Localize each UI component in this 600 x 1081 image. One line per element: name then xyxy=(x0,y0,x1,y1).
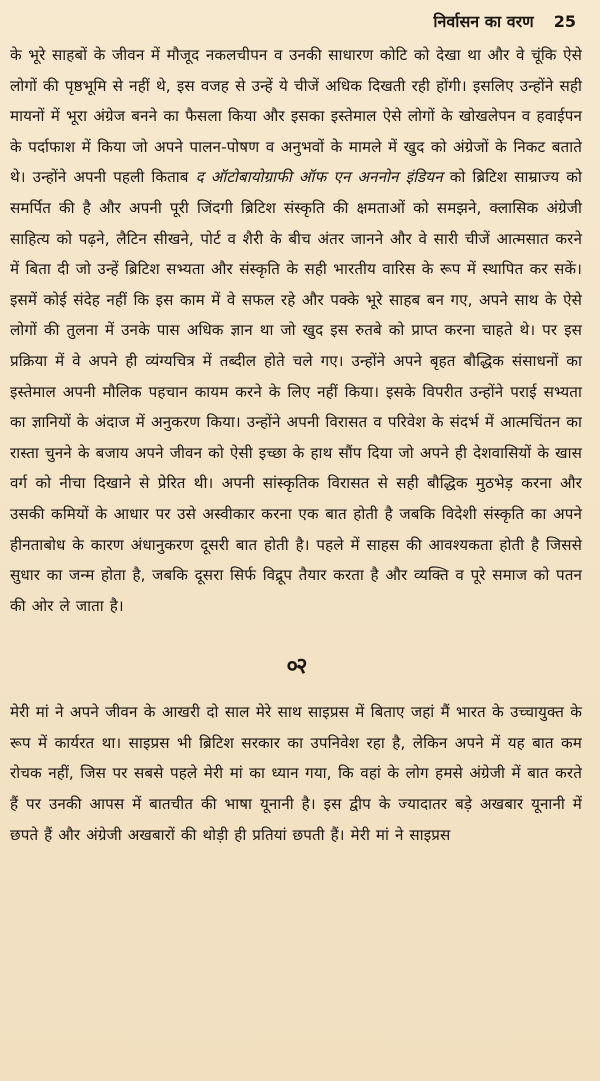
page-number: 25 xyxy=(553,12,576,31)
book-title: द ऑटोबायोग्राफी ऑफ एन अननोन इंडियन xyxy=(195,168,443,187)
paragraph-text: के भूरे साहबों के जीवन में मौजूद नकलचीपन व उनकी साधारण कोटि को देखा था और वे चूंकि ऐसे लोगों की पृष्ठभूमि से नहीं थे, इस वजह से उन्हें ये चीजें अधिक दिखती रही होंगी। इसलिए उन्होंने सही मायनों में भूरा अंग्रेज बनने का फैसला किया और इसका इस्तेमाल ऐसे लोगों के खोखलेपन व हवाईपन के पर्दाफाश में किया जो अपने पालन-पोषण व अनुभवों के मामले में खुद को अंग्रेजों के निकट बताते थे। उन्होंने अपनी पहली किताब xyxy=(10,46,582,187)
body-paragraph-1 xyxy=(10,40,582,621)
running-header xyxy=(10,10,582,40)
paragraph-text: मेरी मां ने अपने जीवन के आखरी दो साल मेरे साथ साइप्रस में बिताए जहां मैं भारत के उच्चायुक्त के रूप में कार्यरत था। साइप्रस भी ब्रिटिश सरकार का उपनिवेश रहा है, लेकिन अपने में यह बात कम रोचक नहीं, जिस पर सबसे पहले मेरी मां का ध्यान गया, कि वहां के लोग हमसे अंग्रेजी में बात करते हैं पर उनकी आपस में बातचीत की भाषा यूनानी है। इस द्वीप के ज्यादातर बड़े अखबार यूनानी में छपते हैं और अंग्रेजी अखबारों की थोड़ी ही प्रतियां छपती हैं। मेरी मां ने साइप्रस xyxy=(10,703,582,844)
chapter-title: निर्वासन का वरण xyxy=(433,12,534,31)
body-paragraph-2 xyxy=(10,697,582,850)
paragraph-text: को ब्रिटिश साम्राज्य को समर्पित की है और अपनी पूरी जिंदगी ब्रिटिश संस्कृति की क्षमताओं को समझने, क्लासिक अंग्रेजी साहित्य को पढ़ने, लैटिन सीखने, पोर्ट व शैरी के बीच अंतर जानने और वे सारी चीजें आत्मसात करने में बिता दी जो उन्हें ब्रिटिश सभ्यता और संस्कृति के सही भारतीय वारिस के रूप में स्थापित कर सकें। इसमें कोई संदेह नहीं कि इस काम में वे सफल रहे और पक्के भूरे साहब बन गए, अपने साथ के ऐसे लोगों की तुलना में उनके पास अधिक ज्ञान था जो खुद इस रुतबे को प्राप्त करना चाहते थे। पर इस प्रक्रिया में वे अपने ही व्यंग्यचित्र में तब्दील होते चले गए। उन्होंने अपने बृहत बौद्धिक संसाधनों का इस्तेमाल अपनी मौलिक पहचान कायम करने के लिए नहीं किया। इसके विपरीत उन्होंने पराई सभ्यता का ज्ञानियों के अंदाज में अनुकरण किया। उन्होंने अपनी विरासत व परिवेश के संदर्भ में आत्मचिंतन का रास्ता चुनने के बजाय अपने जीवन को ऐसी इच्छा के हाथ सौंप दिया जो अपने ही देशवासियों के खास वर्ग को नीचा दिखाने से प्रेरित थी। अपनी सांस्कृतिक विरासत से सही बौद्धिक मुठभेड़ करना और उसकी कमियों के आधार पर उसे अस्वीकार करना एक बात होती है जबकि विदेशी संस्कृति का अपने हीनताबोध के कारण अंधानुकरण दूसरी बात होती है। पहले में साहस की आवश्यकता होती है जिससे सुधार का जन्म होता है, जबकि दूसरा सिर्फ विद्रूप तैयार करता है और व्यक्ति व पूरे समाज को पतन की ओर ले जाता है। xyxy=(10,168,583,615)
section-ornament: ०२ xyxy=(286,654,306,680)
